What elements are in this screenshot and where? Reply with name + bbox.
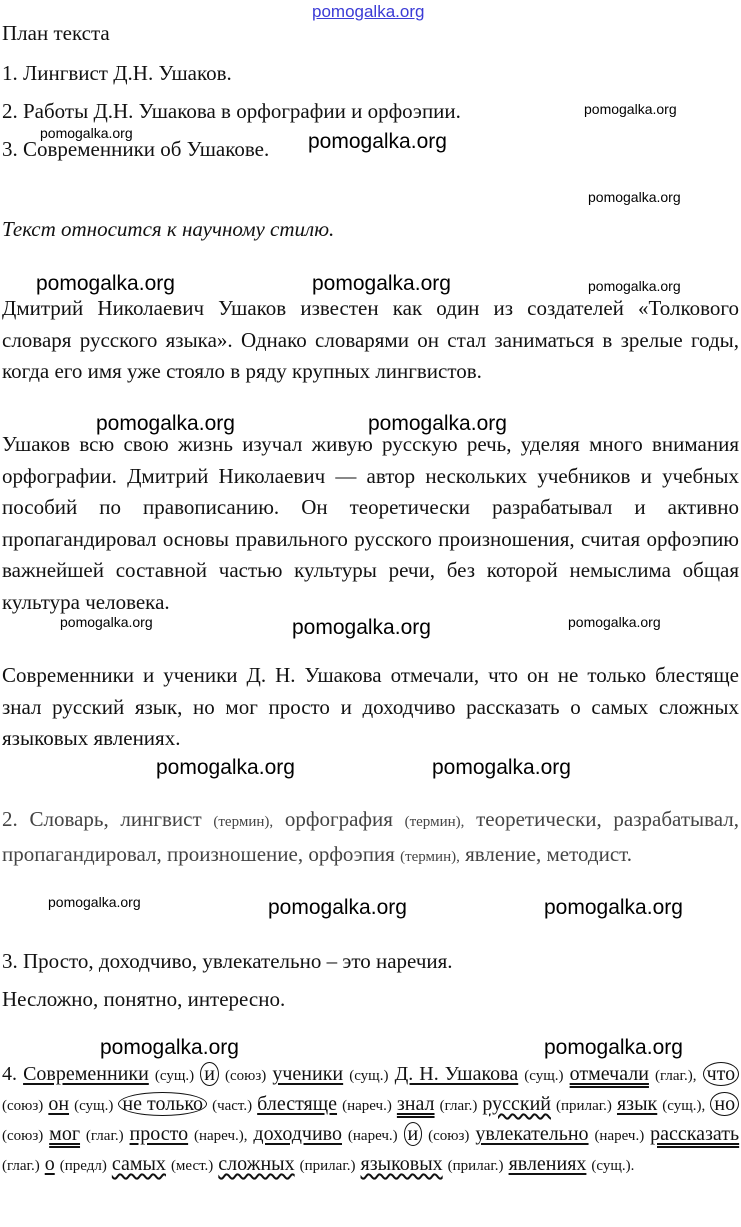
plan-item-2: 2. Работы Д.Н. Ушакова в орфографии и орфоэпии. [2, 99, 461, 123]
part-of-speech-tag: (нареч.) [347, 1128, 398, 1144]
parsed-word: рассказать [650, 1123, 740, 1145]
task-4-number: 4. [2, 1063, 17, 1085]
part-of-speech-tag: (союз) [2, 1098, 44, 1114]
term-tag: (термин), [404, 814, 465, 830]
task-3-line-1: 3. Просто, доходчиво, увлекательно – это наречия. [2, 949, 453, 973]
parsed-word: Д. Н. Ушакова [394, 1063, 519, 1085]
part-of-speech-tag: (союз) [225, 1068, 267, 1084]
task-2-words-2: орфография [284, 807, 393, 831]
parsed-word: сложных [218, 1153, 295, 1175]
part-of-speech-tag: (прилаг.) [447, 1158, 504, 1174]
watermark: pomogalka.org [588, 189, 681, 205]
task-4 [2, 1060, 739, 1180]
watermark: pomogalka.org [268, 896, 407, 919]
part-of-speech-tag: (нареч.) [342, 1098, 392, 1114]
part-of-speech-tag: (сущ.) [524, 1068, 564, 1084]
task-2-words-3: теоретически, разрабатывал, пропагандировал, произношение, орфоэпия [2, 807, 739, 866]
part-of-speech-tag: (союз) [2, 1128, 44, 1144]
plan-item-3: 3. Современники об Ушакове. [2, 137, 270, 161]
task-2-words-4: явление, методист. [465, 841, 633, 866]
part-of-speech-tag: (прилаг.) [556, 1098, 612, 1114]
watermark: pomogalka.org [568, 614, 661, 630]
parsed-word: и [200, 1062, 219, 1086]
parsed-word: он [48, 1093, 70, 1115]
part-of-speech-tag: (сущ.), [662, 1098, 706, 1114]
paragraph-3: Современники и ученики Д. Н. Ушакова отмечали, что он не только блестяще знал русский язык, но мог просто и доходчиво рассказать о самых сложных языковых явлениях. [2, 663, 739, 750]
paragraph-1: Дмитрий Николаевич Ушаков известен как один из создателей «Толкового словаря русского языка». Однако словарями он стал заниматься в зрелые годы, когда его имя уже стояло в ряду крупных лингвистов. [2, 296, 739, 383]
part-of-speech-tag: (глаг.) [85, 1128, 124, 1144]
parsed-word: мог [49, 1123, 81, 1145]
part-of-speech-tag: (глаг.), [655, 1068, 697, 1084]
watermark: pomogalka.org [584, 101, 677, 117]
watermark: pomogalka.org [544, 896, 683, 919]
task-2 [2, 804, 739, 873]
watermark: pomogalka.org [100, 1036, 239, 1059]
task-3-line-2: Несложно, понятно, интересно. [2, 987, 286, 1011]
watermark: pomogalka.org [48, 894, 141, 910]
parsed-word: доходчиво [253, 1123, 342, 1145]
paragraph-2: Ушаков всю свою жизнь изучал живую русскую речь, уделяя много внимания орфографии. Дмитрий Николаевич — автор нескольких учебников и учебных пособий по правописанию. Он теоретически разрабатывал и активно пропагандировал основы правильного русского произношения, считая орфоэпию важнейшей составной частью культуры речи, без которой немыслима общая культура человека. [2, 432, 739, 614]
watermark: pomogalka.org [156, 756, 295, 779]
part-of-speech-tag: (союз) [428, 1128, 470, 1144]
parsed-word: блестяще [257, 1093, 338, 1115]
parsed-word: языковых [360, 1153, 443, 1175]
watermark-top[interactable]: pomogalka.org [312, 2, 425, 21]
part-of-speech-tag: (нареч.), [194, 1128, 248, 1144]
parsed-word: и [404, 1122, 423, 1146]
watermark: pomogalka.org [368, 412, 507, 435]
part-of-speech-tag: (глаг.) [2, 1158, 40, 1174]
parsed-word: отмечали [569, 1063, 649, 1085]
parsed-word: просто [129, 1123, 189, 1145]
watermark: pomogalka.org [588, 278, 681, 294]
term-tag: (термин), [400, 848, 460, 865]
part-of-speech-tag: (сущ.) [154, 1068, 195, 1084]
watermark: pomogalka.org [544, 1036, 683, 1059]
parsed-word: знал [396, 1093, 435, 1115]
watermark: pomogalka.org [96, 412, 235, 435]
parsed-word: о [44, 1153, 55, 1175]
part-of-speech-tag: (мест.) [170, 1158, 214, 1174]
parsed-word: язык [616, 1093, 658, 1115]
parsed-word: русский [482, 1093, 551, 1115]
plan-item-1: 1. Лингвист Д.Н. Ушаков. [2, 61, 232, 85]
parsed-word: но [710, 1092, 739, 1116]
parsed-word: не только [118, 1092, 207, 1116]
parsed-word: самых [111, 1153, 166, 1175]
parsed-word: увлекательно [475, 1123, 589, 1145]
part-of-speech-tag: (сущ.) [349, 1068, 389, 1084]
parsed-word: ученики [272, 1063, 344, 1085]
part-of-speech-tag: (глаг.) [439, 1098, 478, 1114]
style-note: Текст относится к научному стилю. [2, 217, 335, 241]
watermark: pomogalka.org [40, 125, 133, 141]
watermark: pomogalka.org [36, 272, 175, 295]
watermark: pomogalka.org [292, 616, 431, 639]
part-of-speech-tag: (предл) [59, 1158, 107, 1174]
watermark: pomogalka.org [60, 614, 153, 630]
part-of-speech-tag: (сущ.). [591, 1158, 635, 1174]
watermark: pomogalka.org [432, 756, 571, 779]
part-of-speech-tag: (нареч.) [594, 1128, 645, 1144]
parsed-word: Современники [23, 1063, 149, 1085]
part-of-speech-tag: (сущ.) [74, 1098, 114, 1114]
watermark: pomogalka.org [312, 272, 451, 295]
part-of-speech-tag: (прилаг.) [299, 1158, 356, 1174]
parsed-word: что [703, 1062, 740, 1086]
plan-title: План текста [2, 21, 110, 45]
parsed-word: явлениях [508, 1153, 587, 1175]
watermark: pomogalka.org [308, 130, 447, 153]
task-2-words-1: 2. Словарь, лингвист [2, 807, 202, 831]
part-of-speech-tag: (част.) [212, 1098, 253, 1114]
term-tag: (термин), [213, 814, 274, 830]
